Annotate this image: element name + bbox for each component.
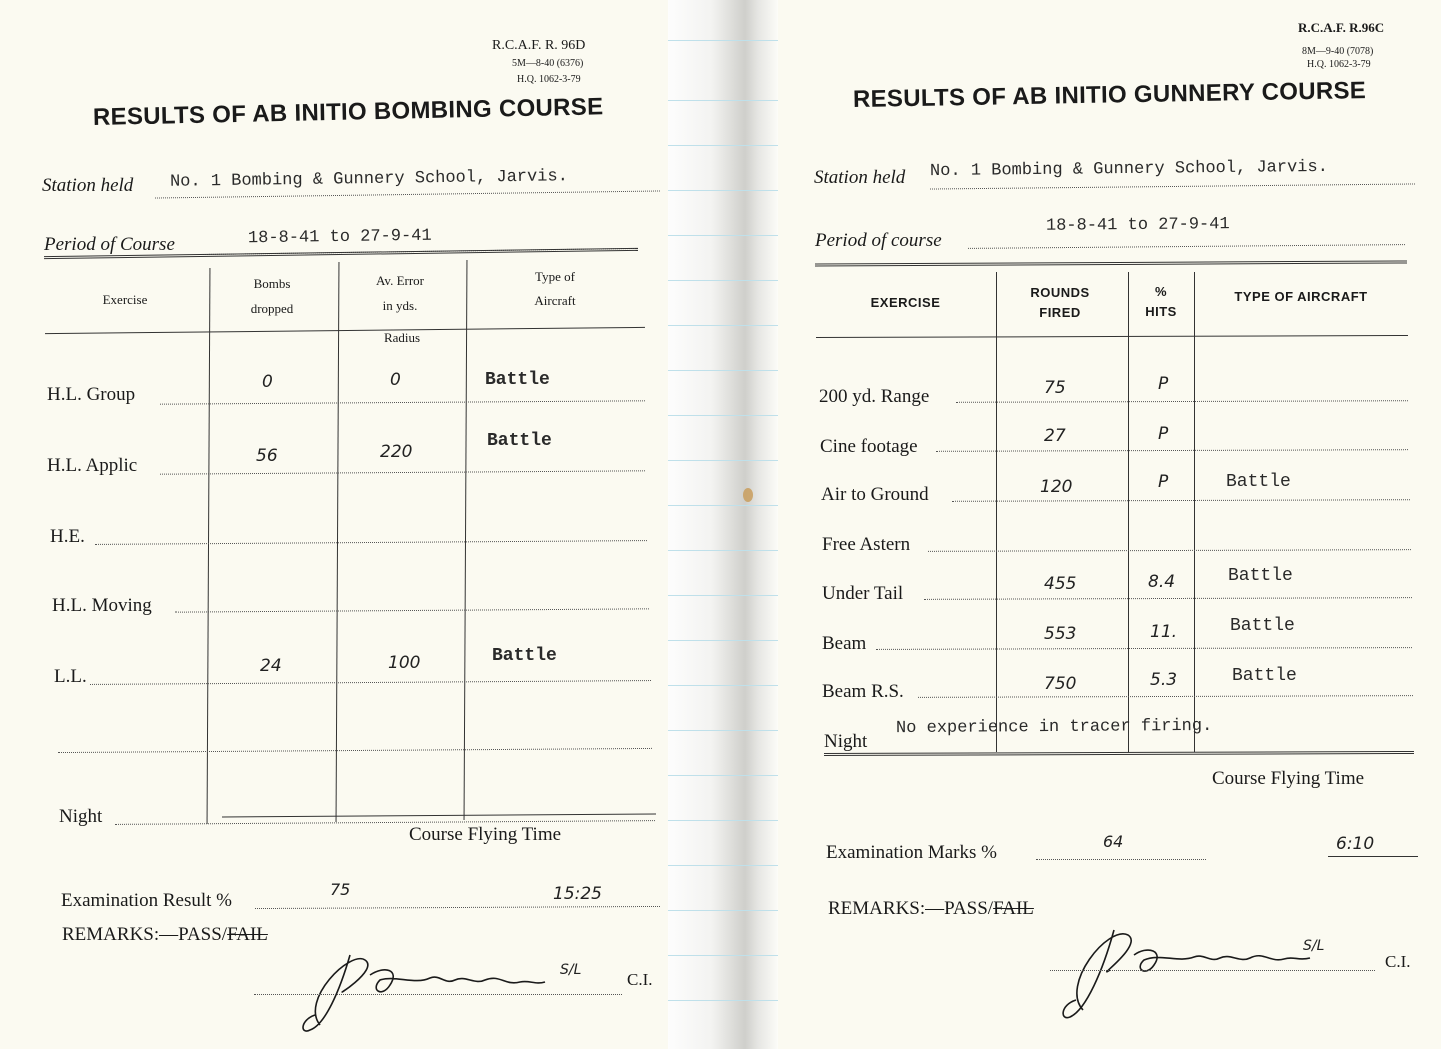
col-aircraft: TYPE OF AIRCRAFT	[1234, 289, 1368, 304]
row-label: H.L. Applic	[47, 455, 138, 476]
col-error-1: Av. Error	[375, 273, 424, 288]
table-top-rule	[815, 260, 1407, 266]
row-dotted-line	[918, 695, 1413, 698]
bombs-value: 0	[262, 372, 273, 392]
ruled-line	[668, 190, 778, 191]
col-rounds-2: FIRED	[1039, 305, 1081, 320]
remarks-fail: FAIL	[993, 898, 1034, 919]
ruled-line	[668, 730, 778, 731]
stain-mark	[743, 488, 753, 502]
header-rule	[816, 335, 1408, 338]
period-value: 18-8-41 to 27-9-41	[247, 226, 432, 249]
header-rule	[45, 327, 645, 334]
hits-value: 5.3	[1150, 670, 1178, 690]
row-label: L.L.	[54, 666, 87, 687]
exam-dotted-line	[255, 906, 660, 909]
ci-label: C.I.	[1385, 952, 1411, 971]
ruled-line	[668, 235, 778, 236]
aircraft-value: Battle	[487, 431, 552, 451]
row-label: Night	[59, 806, 103, 827]
aircraft-value: Battle	[1228, 566, 1293, 586]
form-title: RESULTS OF AB INITIO BOMBING COURSE	[92, 93, 604, 131]
bombing-course-form	[0, 0, 668, 1049]
rounds-value: 75	[1044, 378, 1066, 398]
col-rule-1	[996, 272, 997, 752]
rounds-value: 27	[1044, 426, 1066, 446]
error-value: 220	[380, 442, 413, 462]
ruled-line	[668, 40, 778, 41]
row-dotted-line	[936, 449, 1408, 452]
ruled-line	[668, 280, 778, 281]
remarks-prefix: REMARKS:—PASS/	[62, 924, 228, 945]
row-dotted-line	[160, 400, 645, 404]
form-code: R.C.A.F. R.96C	[1298, 20, 1385, 35]
hq-code: H.Q. 1062-3-79	[1307, 59, 1371, 70]
form-title: RESULTS OF AB INITIO GUNNERY COURSE	[852, 77, 1367, 113]
print-code: 5M—8-40 (6376)	[512, 58, 584, 69]
col-bombs-2: dropped	[250, 301, 294, 316]
period-label: Period of Course	[44, 234, 175, 255]
col-error-3: Radius	[383, 330, 421, 345]
row-dotted-line	[876, 647, 1412, 650]
hits-value: P	[1158, 374, 1169, 394]
ruled-line	[668, 685, 778, 686]
row-dotted-line	[90, 680, 651, 685]
period-value: 18-8-41 to 27-9-41	[1045, 215, 1230, 236]
col-aircraft-1: Type of	[535, 269, 575, 284]
ruled-line	[668, 910, 778, 911]
flying-time-label: Course Flying Time	[409, 824, 562, 845]
signature-image	[1048, 905, 1348, 1025]
ruled-line	[668, 100, 778, 101]
row-label: Cine footage	[820, 436, 918, 457]
ruled-line	[668, 640, 778, 641]
ruled-line	[668, 865, 778, 866]
error-value: 100	[388, 653, 421, 673]
aircraft-value: Battle	[1230, 616, 1295, 636]
hits-value: P	[1158, 424, 1169, 444]
rounds-value: 455	[1044, 574, 1077, 594]
aircraft-value: Battle	[1232, 666, 1297, 686]
exam-value: 64	[1103, 832, 1124, 851]
station-value: No. 1 Bombing & Gunnery School, Jarvis.	[929, 157, 1328, 182]
ruled-line	[668, 505, 778, 506]
row-dotted-line	[952, 499, 1410, 502]
row-dotted-line	[928, 549, 1411, 552]
signature-dotted-line	[254, 994, 622, 995]
signature-image	[290, 930, 590, 1040]
col-hits-1: %	[1154, 284, 1168, 299]
row-label: Beam R.S.	[822, 681, 904, 702]
row-label: H.L. Group	[47, 384, 136, 405]
row-dotted-line	[160, 470, 645, 474]
period-dotted-line	[968, 244, 1405, 249]
row-label: Free Astern	[822, 534, 911, 555]
aircraft-value: Battle	[485, 370, 550, 390]
error-value: 0	[390, 370, 401, 390]
col-bombs-1: Bombs	[253, 276, 291, 291]
flying-time-rule	[1328, 856, 1418, 857]
hits-value: P	[1158, 472, 1169, 492]
row-dotted-line	[175, 608, 649, 612]
row-dotted-line	[924, 597, 1412, 600]
row-label: H.E.	[50, 526, 85, 547]
exam-value: 75	[330, 880, 351, 899]
notebook-spine	[668, 0, 778, 1049]
remarks	[828, 898, 1034, 920]
row-label: Under Tail	[822, 583, 904, 604]
col-aircraft-2: Aircraft	[534, 293, 576, 308]
bombs-value: 24	[260, 656, 282, 676]
form-code: R.C.A.F. R. 96D	[492, 38, 586, 53]
ruled-line	[668, 460, 778, 461]
row-label: Beam	[822, 633, 867, 654]
aircraft-value: Battle	[492, 646, 557, 666]
hq-code: H.Q. 1062-3-79	[517, 74, 581, 85]
ci-label: C.I.	[627, 970, 653, 989]
ruled-line	[668, 145, 778, 146]
ruled-line	[668, 955, 778, 956]
col-rule-3	[464, 260, 468, 820]
row-dotted-line	[95, 540, 647, 545]
station-dotted-line	[930, 183, 1415, 189]
signature-rank: S/L	[560, 962, 582, 978]
row-dotted-line	[115, 820, 655, 825]
col-exercise: Exercise	[102, 292, 148, 307]
exam-dotted-line	[1036, 859, 1206, 860]
row-label: Air to Ground	[821, 484, 929, 505]
remarks-fail: FAIL	[227, 924, 268, 945]
row-dotted-line	[956, 400, 1408, 403]
col-rounds-1: ROUNDS	[1030, 285, 1090, 300]
col-error-2: in yds.	[382, 298, 418, 313]
col-rule-1	[207, 268, 211, 824]
period-label: Period of course	[815, 230, 942, 251]
hits-value: 8.4	[1148, 572, 1176, 592]
rounds-value: 553	[1044, 624, 1077, 644]
remarks-prefix: REMARKS:—PASS/	[828, 898, 994, 919]
row-dotted-line	[58, 748, 652, 753]
table-bottom-rule	[824, 751, 1414, 756]
table-bottom-rule	[222, 813, 656, 817]
col-hits-2: HITS	[1145, 304, 1177, 319]
ruled-line	[668, 415, 778, 416]
night-note: No experience in tracer firing.	[895, 716, 1213, 739]
station-dotted-line	[155, 190, 660, 198]
ruled-line	[668, 325, 778, 326]
aircraft-value: Battle	[1226, 472, 1291, 492]
print-code: 8M—9-40 (7078)	[1302, 46, 1374, 57]
exam-label: Examination Marks %	[826, 842, 997, 863]
night-label: Night	[824, 731, 868, 752]
ruled-line	[668, 595, 778, 596]
signature-rank: S/L	[1303, 938, 1325, 954]
col-rule-2	[1128, 272, 1129, 752]
gunnery-course-form	[778, 0, 1441, 1049]
station-value: No. 1 Bombing & Gunnery School, Jarvis.	[169, 167, 568, 192]
signature-dotted-line	[1050, 970, 1375, 971]
flying-time-label: Course Flying Time	[1212, 768, 1365, 789]
ruled-line	[668, 550, 778, 551]
bombs-value: 56	[256, 446, 278, 466]
station-label: Station held	[814, 167, 906, 188]
rounds-value: 120	[1040, 477, 1073, 497]
ruled-line	[668, 370, 778, 371]
col-exercise: EXERCISE	[870, 295, 941, 310]
row-label: 200 yd. Range	[819, 386, 930, 407]
flying-time-value: 15:25	[553, 884, 602, 904]
hits-value: 11.	[1150, 622, 1178, 642]
rounds-value: 750	[1044, 674, 1077, 694]
exam-label: Examination Result %	[61, 890, 232, 911]
remarks	[62, 924, 268, 946]
col-rule-3	[1194, 272, 1195, 752]
ruled-line	[668, 820, 778, 821]
ruled-line	[668, 1000, 778, 1001]
flying-time-value: 6:10	[1336, 834, 1375, 854]
ruled-line	[668, 775, 778, 776]
station-label: Station held	[42, 175, 134, 196]
row-label: H.L. Moving	[52, 595, 152, 616]
